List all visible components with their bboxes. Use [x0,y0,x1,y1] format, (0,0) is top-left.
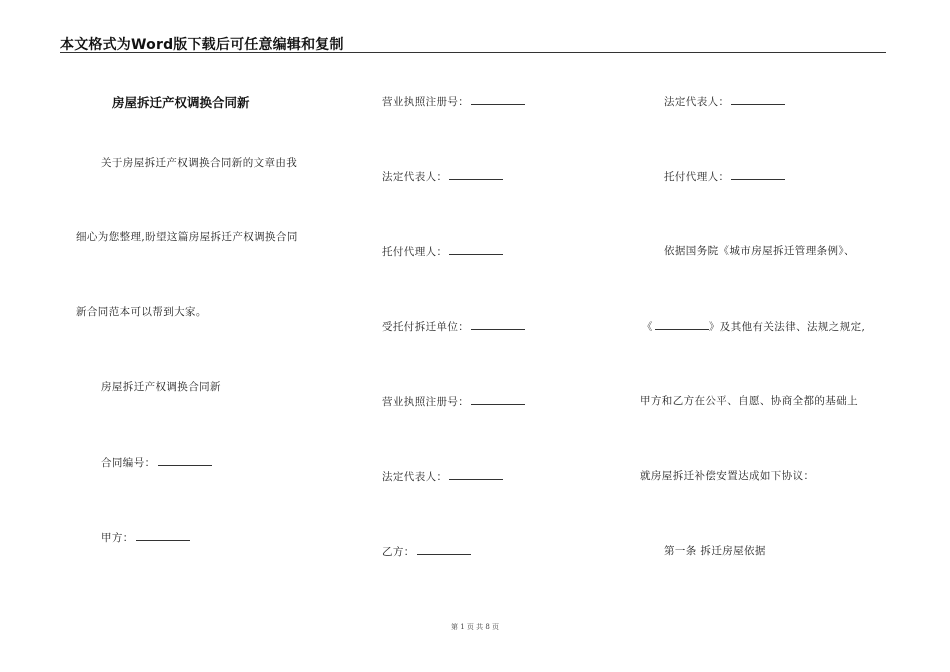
legal-rep-label-2: 法定代表人： [382,471,448,483]
agent-field-1 [382,243,503,259]
party-b-label: 乙方： [382,546,415,558]
legal-rep-label-3: 法定代表人： [664,96,730,108]
party-a-field [101,529,190,545]
contract-number-blank [158,454,212,466]
page-number: 第 1 页 共 8 页 [450,623,500,631]
business-license-label-2: 营业执照注册号： [382,396,470,408]
basis-line-4: 就房屋拆迁补偿安置达成如下协议： [640,470,815,482]
legal-rep-blank-1 [449,168,503,180]
intro-line-3: 新合同范本可以帮到大家。 [76,306,207,318]
basis-open-quote: 《 [642,321,653,333]
party-a-label: 甲方： [101,532,134,544]
document-title: 房屋拆迁产权调换合同新 [112,95,250,110]
agent-label-1: 托付代理人： [382,246,448,258]
business-license-blank-1 [471,93,525,105]
agent-label-2: 托付代理人： [664,171,730,183]
business-license-field-1 [382,93,525,109]
business-license-field-2 [382,393,525,409]
legal-rep-field-3 [664,93,785,109]
contract-number-label: 合同编号： [101,457,156,469]
entrusted-unit-blank [471,318,525,330]
header-divider [60,52,886,53]
legal-rep-blank-3 [731,93,785,105]
agent-blank-2 [731,168,785,180]
legal-rep-blank-2 [449,468,503,480]
document-header-title: 本文格式为Word版下载后可任意编辑和复制 [60,37,344,53]
business-license-label-1: 营业执照注册号： [382,96,470,108]
legal-rep-field-1 [382,168,503,184]
contract-number-field [101,454,212,470]
party-a-blank [136,529,190,541]
entrusted-unit-field [382,318,525,334]
contract-heading: 房屋拆迁产权调换合同新 [101,381,221,393]
legal-rep-field-2 [382,468,503,484]
intro-line-1: 关于房屋拆迁产权调换合同新的文章由我 [101,157,298,169]
regulation-name-blank [655,318,709,330]
basis-line-1: 依据国务院《城市房屋拆迁管理条例》、 [664,245,855,257]
legal-rep-label-1: 法定代表人： [382,171,448,183]
basis-line-3: 甲方和乙方在公平、自愿、协商全都的基础上 [640,395,858,407]
agent-blank-1 [449,243,503,255]
party-b-blank [417,543,471,555]
agent-field-2 [664,168,785,184]
business-license-blank-2 [471,393,525,405]
party-b-field [382,543,471,559]
basis-rest: 》及其他有关法律、法规之规定, [708,321,866,333]
basis-line-2 [642,318,865,334]
entrusted-unit-label: 受托付拆迁单位： [382,321,470,333]
article-1-heading: 第一条 拆迁房屋依据 [664,545,766,557]
intro-line-2: 细心为您整理,盼望这篇房屋拆迁产权调换合同 [76,231,298,243]
